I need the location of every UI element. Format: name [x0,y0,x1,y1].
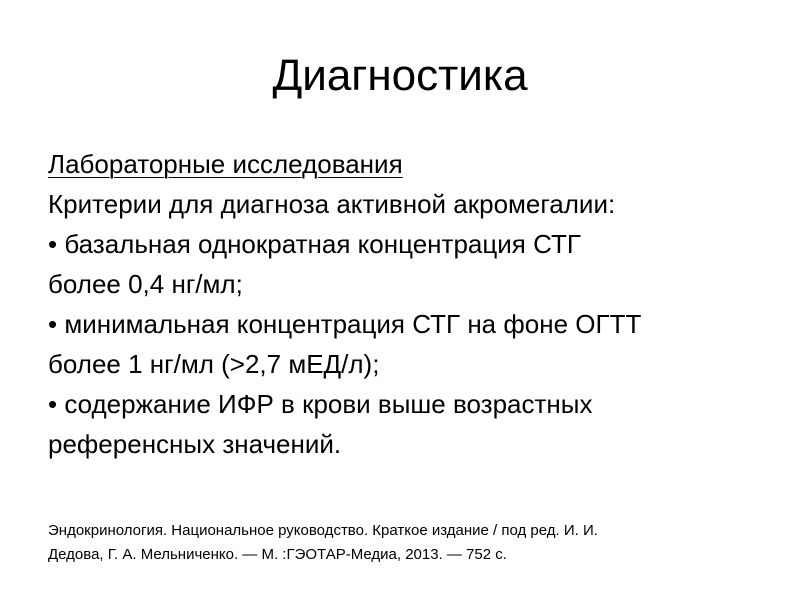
bullet-line: более 0,4 нг/мл; [48,269,243,299]
bullet-item [48,224,768,304]
citation-line: Дедова, Г. А. Мельниченко. — М. :ГЭОТАР-Медиа, 2013. — 752 с. [48,546,507,563]
slide-title: Диагностика [272,51,528,100]
bullet-line: • базальная однократная концентрация СТГ [48,229,581,259]
bullet-line: более 1 нг/мл (>2,7 мЕД/л); [48,349,380,379]
section-subheading: Лабораторные исследования [48,149,403,179]
bullet-line: • минимальная концентрация СТГ на фоне ОГТТ [48,309,642,339]
bullet-line: • содержание ИФР в крови выше возрастных [48,389,593,419]
bullet-item [48,304,768,384]
source-citation [48,519,748,567]
bullet-line: референсных значений. [48,429,342,459]
citation-line: Эндокринология. Национальное руководство. Краткое издание / под ред. И. И. [48,522,598,539]
bullet-item [48,384,768,464]
slide-body [48,144,768,464]
criteria-intro: Критерии для диагноза активной акромегалии: [48,189,616,219]
